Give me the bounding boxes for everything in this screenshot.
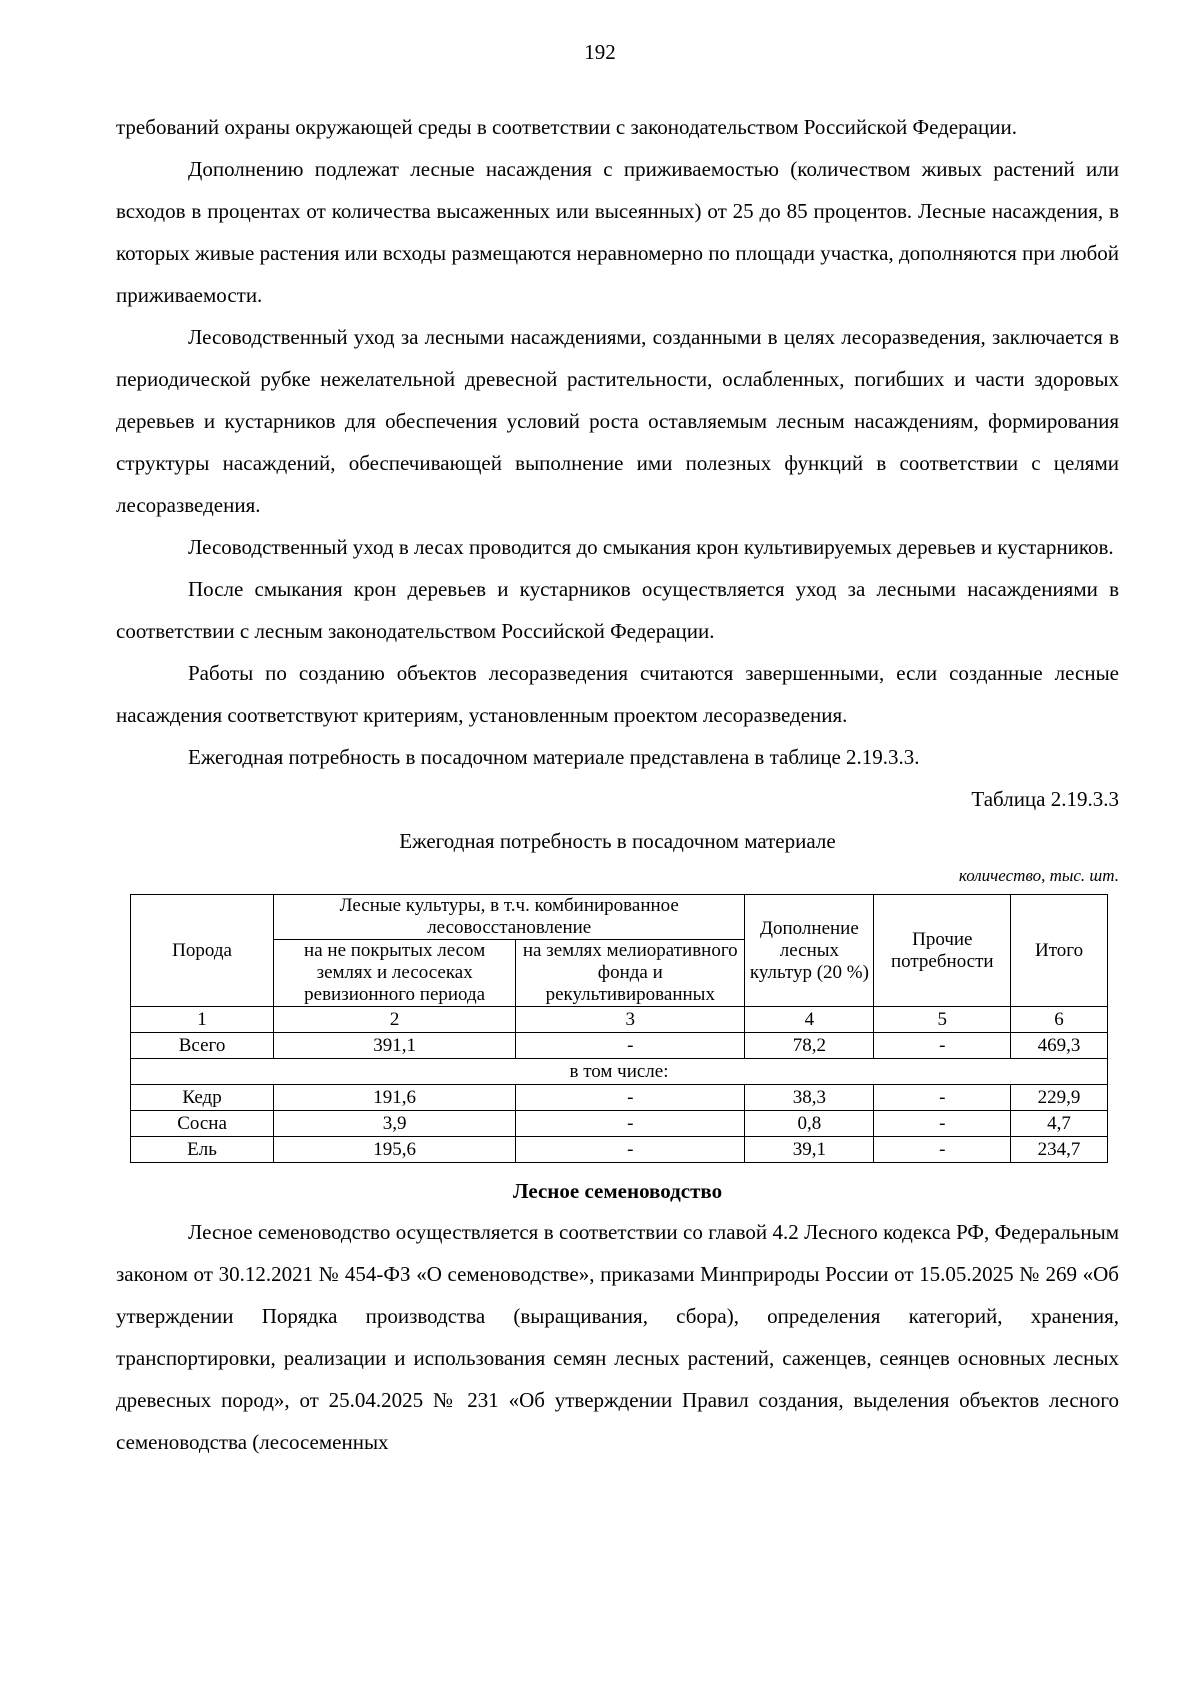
table-cell: 78,2 [745, 1033, 874, 1059]
table-cell: 39,1 [745, 1137, 874, 1163]
table-cell: Сосна [131, 1111, 274, 1137]
table-cell: - [516, 1137, 745, 1163]
table-cell: - [874, 1085, 1011, 1111]
paragraph: Работы по созданию объектов лесоразведения считаются завершенными, если созданные лесные насаждения соответствуют критериям, установленным проектом лесоразведения. [116, 661, 1119, 727]
table-row [131, 1137, 1108, 1163]
planting-material-table [130, 894, 1108, 1163]
table-reference: Таблица 2.19.3.3 [971, 787, 1119, 811]
table-cell: 4,7 [1011, 1111, 1108, 1137]
column-number: 3 [516, 1007, 745, 1033]
table-caption: Ежегодная потребность в посадочном материале [399, 829, 836, 853]
header-supplement: Дополнение лесных культур (20 %) [745, 895, 874, 1007]
page-number: 192 [584, 40, 616, 64]
table-cell: 38,3 [745, 1085, 874, 1111]
paragraph: Ежегодная потребность в посадочном материале представлена в таблице 2.19.3.3. [188, 745, 920, 769]
table-cell: - [516, 1033, 745, 1059]
table-cell: 3,9 [274, 1111, 516, 1137]
table-cell: - [516, 1085, 745, 1111]
header-total: Итого [1011, 895, 1108, 1007]
table-cell: Всего [131, 1033, 274, 1059]
paragraph: После смыкания крон деревьев и кустарников осуществляется уход за лесными насаждениями в соответствии с лесным законодательством Российской Федерации. [116, 577, 1119, 643]
column-number-row [131, 1007, 1108, 1033]
paragraph: требований охраны окружающей среды в соответствии с законодательством Российской Федерации. [116, 115, 1017, 139]
table-subheader: в том числе: [131, 1059, 1108, 1085]
table-units: количество, тыс. шт. [958, 866, 1119, 885]
table-row-total [131, 1033, 1108, 1059]
table-row [131, 1111, 1108, 1137]
table-cell: 195,6 [274, 1137, 516, 1163]
table-cell: - [874, 1033, 1011, 1059]
column-number: 5 [874, 1007, 1011, 1033]
table-cell: Ель [131, 1137, 274, 1163]
table-cell: Кедр [131, 1085, 274, 1111]
header-species: Порода [131, 895, 274, 1007]
header-reclamation-lands: на землях мелиоративного фонда и рекультивированных [516, 940, 745, 1007]
table-cell: 191,6 [274, 1085, 516, 1111]
table-subheader-row [131, 1059, 1108, 1085]
table-cell: - [516, 1111, 745, 1137]
document-body [116, 106, 1119, 1463]
paragraph: Лесоводственный уход за лесными насаждениями, созданными в целях лесоразведения, заключается в периодической рубке нежелательной древесной растительности, ослабленных, погибших и части здоровых деревьев и кустарников для обеспечения условий роста оставляемым лесным насаждениям, формирования структуры насаждений, обеспечивающей выполнение ими полезных функций в соответствии с целями лесоразведения. [116, 325, 1119, 517]
paragraph: Дополнению подлежат лесные насаждения с приживаемостью (количеством живых растений или всходов в процентах от количества высаженных или высеянных) от 25 до 85 процентов. Лесные насаждения, в которых живые растения или всходы размещаются неравномерно по площади участка, дополняются при любой приживаемости. [116, 157, 1119, 307]
column-number: 6 [1011, 1007, 1108, 1033]
paragraph: Лесное семеноводство осуществляется в соответствии со главой 4.2 Лесного кодекса РФ, Федеральным законом от 30.12.2021 № 454-ФЗ «О семеноводстве», приказами Минприроды России от 15.05.2025 № 269 «Об утверждении Порядка производства (выращивания, сбора), определения категорий, хранения, транспортировки, реализации и использования семян лесных растений, саженцев, сеянцев основных лесных древесных пород», от 25.04.2025 № 231 «Об утверждении Правил создания, выделения объектов лесного семеноводства (лесосеменных [116, 1220, 1119, 1454]
table-cell: 469,3 [1011, 1033, 1108, 1059]
section-title: Лесное семеноводство [512, 1179, 723, 1203]
table-cell: 229,9 [1011, 1085, 1108, 1111]
table-cell: - [874, 1137, 1011, 1163]
column-number: 1 [131, 1007, 274, 1033]
column-number: 2 [274, 1007, 516, 1033]
header-other-needs: Прочие потребности [874, 895, 1011, 1007]
column-number: 4 [745, 1007, 874, 1033]
table-cell: 391,1 [274, 1033, 516, 1059]
paragraph: Лесоводственный уход в лесах проводится до смыкания крон культивируемых деревьев и кустарников. [188, 535, 1114, 559]
header-non-forest-lands: на не покрытых лесом землях и лесосеках ревизионного периода [274, 940, 516, 1007]
table-cell: - [874, 1111, 1011, 1137]
table-cell: 0,8 [745, 1111, 874, 1137]
table-cell: 234,7 [1011, 1137, 1108, 1163]
table-row [131, 1085, 1108, 1111]
header-forest-cultures: Лесные культуры, в т.ч. комбинированное лесовосстановление [274, 895, 745, 940]
